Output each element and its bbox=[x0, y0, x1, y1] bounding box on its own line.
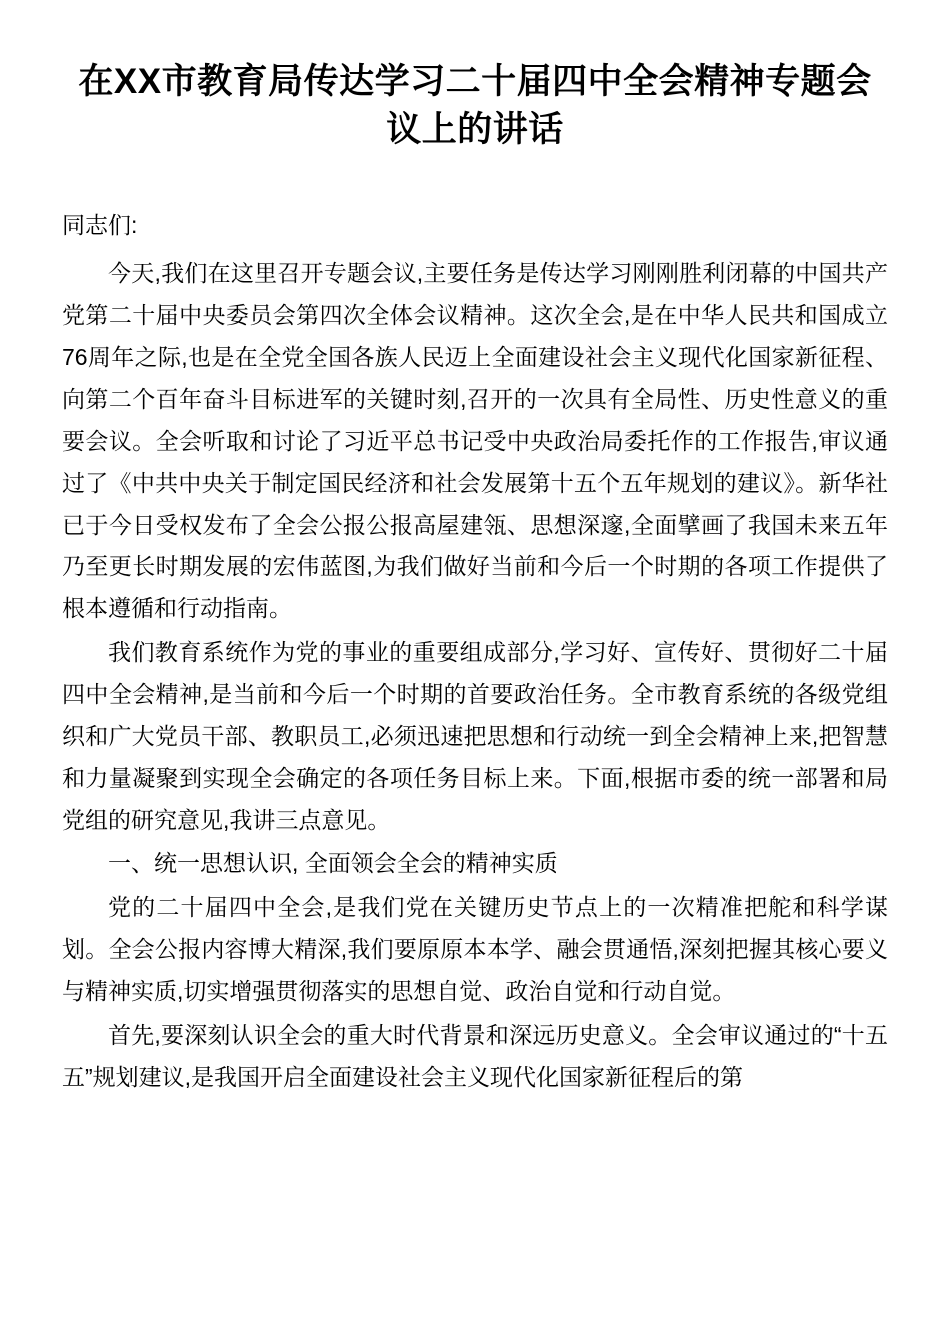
paragraph-2: 我们教育系统作为党的事业的重要组成部分,学习好、宣传好、贯彻好二十届四中全会精神,是当前和今后一个时期的首要政治任务。全市教育系统的各级党组织和广大党员干部、教职员工,必须迅速把思想和行动统一到全会精神上来,把智慧和力量凝聚到实现全会确定的各项任务目标上来。下面,根据市委的统一部署和局党组的研究意见,我讲三点意见。 bbox=[62, 639, 888, 833]
paragraph-4: 首先,要深刻认识全会的重大时代背景和深远历史意义。全会审议通过的“十五五”规划建议,是我国开启全面建设社会主义现代化国家新征程后的第 bbox=[62, 1021, 888, 1090]
section-heading-1: 一、统一思想认识, 全面领会全会的精神实质 bbox=[108, 850, 558, 877]
salutation: 同志们: bbox=[62, 211, 138, 238]
paragraph-1: 今天,我们在这里召开专题会议,主要任务是传达学习刚刚胜利闭幕的中国共产党第二十届中央委员会第四次全体会议精神。这次全会,是在中华人民共和国成立76周年之际,也是在全党全国各族人民迈上全面建设社会主义现代化国家新征程、向第二个百年奋斗目标进军的关键时刻,召开的一次具有全局性、历史性意义的重要会议。全会听取和讨论了习近平总书记受中央政治局委托作的工作报告,审议通过了《中共中央关于制定国民经济和社会发展第十五个五年规划的建议》。新华社已于今日受权发布了全会公报公报高屋建瓴、思想深邃,全面擘画了我国未来五年乃至更长时期发展的宏伟蓝图,为我们做好当前和今后一个时期的各项工作提供了根本遵循和行动指南。 bbox=[62, 260, 888, 622]
paragraph-3: 党的二十届四中全会,是我们党在关键历史节点上的一次精准把舵和科学谋划。全会公报内容博大精深,我们要原原本本学、融会贯通悟,深刻把握其核心要义与精神实质,切实增强贯彻落实的思想自觉、政治自觉和行动自觉。 bbox=[62, 894, 888, 1004]
page-title: 在XX市教育局传达学习二十届四中全会精神专题会议上的讲话 bbox=[78, 62, 872, 150]
